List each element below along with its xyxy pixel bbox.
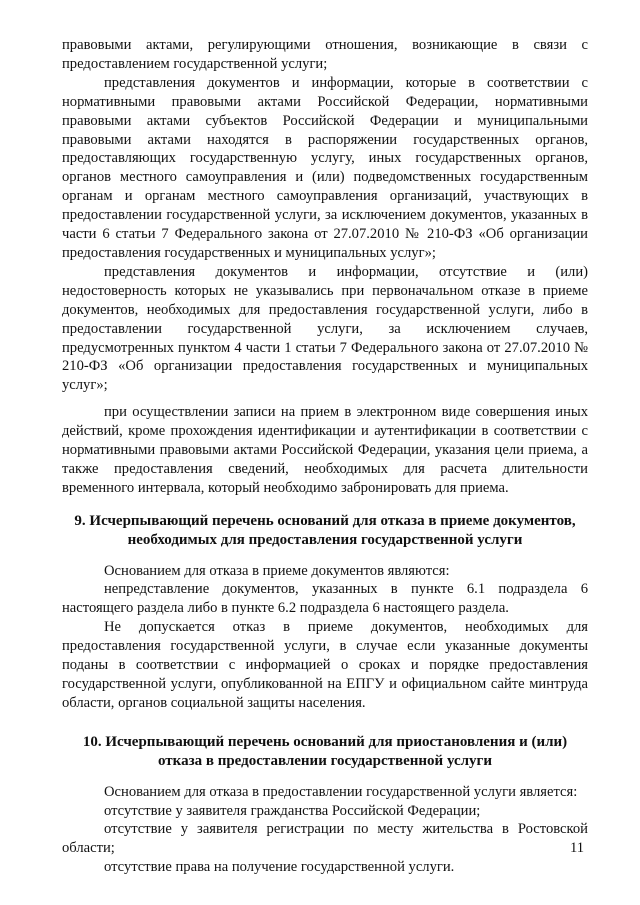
section-10-paragraph: отсутствие у заявителя регистрации по месту жительства в Ростовской области; xyxy=(62,821,588,857)
section-9-paragraph: Не допускается отказ в приеме документов, необходимых для предоставления государственной услуги, в случае если указанные документы поданы в соответствии с информацией о сроках и порядке предоставления государственной услуги, опубликованной на ЕПГУ и официальном сайте минтруда области, органов социальной защиты населения. xyxy=(62,619,588,711)
page-body xyxy=(62,36,588,877)
section-10-paragraph: отсутствие права на получение государственной услуги. xyxy=(104,859,455,876)
section-10-paragraph: Основанием для отказа в предоставлении государственной услуги является: xyxy=(104,783,578,800)
section-10-paragraph: отсутствие у заявителя гражданства Российской Федерации; xyxy=(104,802,481,819)
section-10-heading: 10. Исчерпывающий перечень оснований для приостановления и (или) отказа в предоставлении государственной услуги xyxy=(82,733,568,769)
section-9-paragraph: непредставление документов, указанных в пункте 6.1 подраздела 6 настоящего раздела либо в пункте 6.2 подраздела 6 настоящего раздела. xyxy=(62,581,588,617)
page-number: 11 xyxy=(569,840,584,856)
paragraph-continuation: правовыми актами, регулирующими отношения, возникающие в связи с предоставлением государственной услуги; xyxy=(62,37,588,72)
paragraph-electronic-appointment: при осуществлении записи на прием в электронном виде совершения иных действий, кроме прохождения идентификации и аутентификации в соответствии с нормативными правовыми актами Российской Федерации, указания цели приема, а также предоставления сведений, необходимых для расчета длительности временного интервала, который необходимо забронировать для приема. xyxy=(62,404,588,496)
paragraph-unreliability: представления документов и информации, отсутствие и (или) недостоверность которых не указывались при первоначальном отказе в приеме документов, необходимых для предоставления государственной услуги, либо в предоставлении государственной услуги, за исключением случаев, предусмотренных пунктом 4 части 1 статьи 7 Федерального закона от 27.07.2010 № 210-ФЗ «Об организации предоставления государственных и муниципальных услуг»; xyxy=(62,263,588,394)
paragraph-documents-info: представления документов и информации, которые в соответствии с нормативными правовыми актами Российской Федерации, нормативными правовыми актами субъектов Российской Федерации и муниципальными правовыми актами находятся в распоряжении государственных органов, предоставляющих государственную услугу, иных государственных органов, органов местного самоуправления и (или) подведомственных государственным органам и органам местного самоуправления организаций, участвующих в предоставлении государственной услуги, за исключением документов, указанных в части 6 статьи 7 Федерального закона от 27.07.2010 № 210-ФЗ «Об организации предоставления государственных и муниципальных услуг»; xyxy=(62,74,588,261)
section-9-paragraph: Основанием для отказа в приеме документов являются: xyxy=(104,562,450,579)
section-9-heading: 9. Исчерпывающий перечень оснований для отказа в приеме документов, необходимых для предоставления государственной услуги xyxy=(74,512,576,548)
spacer xyxy=(62,395,588,403)
